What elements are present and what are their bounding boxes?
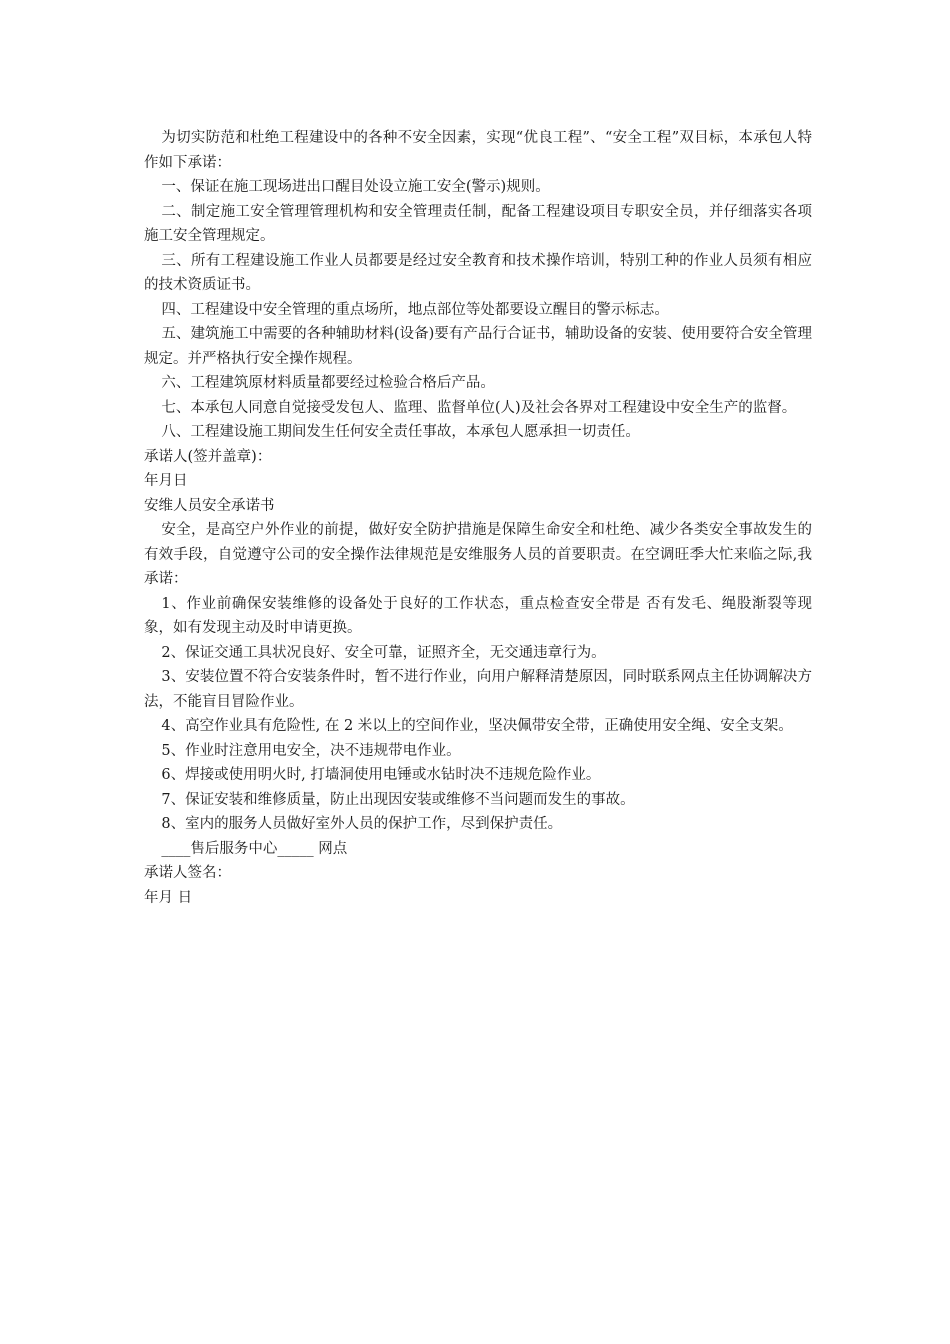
pledge-signature: 承诺人(签并盖章)： [144,448,272,465]
pledge-intro: 为切实防范和杜绝工程建设中的各种不安全因素，实现“优良工程”、“安全工程”双目标，本承包人特作如下承诺： [144,130,812,171]
pledge-item-2: 二、制定施工安全管理管理机构和安全管理责任制，配备工程建设项目专职安全员，并仔细落实各项施工安全管理规定。 [144,203,812,244]
maintenance-item-8: 8、室内的服务人员做好室外人员的保护工作，尽到保护责任。 [161,816,563,832]
maintenance-item-2: 2、保证交通工具状况良好、安全可靠，证照齐全，无交通违章行为。 [161,644,606,661]
pledge-item-1: 一、保证在施工现场进出口醒目处设立施工安全(警示)规则。 [161,179,550,195]
pledge-date: 年月日 [144,473,188,489]
maintenance-item-5: 5、作业时注意用电安全，决不违规带电作业。 [161,742,461,759]
maintenance-date: 年月 日 [144,889,193,906]
maintenance-item-1: 1、作业前确保安装维修的设备处于良好的工作状态，重点检查安全带是 否有发毛、绳股渐裂等现象，如有发现主动及时申请更换。 [144,595,812,636]
maintenance-item-7: 7、保证安装和维修质量，防止出现因安装或维修不当问题而发生的事故。 [161,791,635,808]
maintenance-intro: 安全，是高空户外作业的前提，做好安全防护措施是保障生命安全和杜绝、减少各类安全事故发生的有效手段，自觉遵守公司的安全操作法律规范是安维服务人员的首要职责。在空调旺季大忙来临之际,我承诺： [144,522,812,587]
pledge-item-8: 八、工程建设施工期间发生任何安全责任事故，本承包人愿承担一切责任。 [161,424,640,440]
maintenance-item-3: 3、安装位置不符合安装条件时，暂不进行作业，向用户解释清楚原因，同时联系网点主任协调解决方法，不能盲目冒险作业。 [144,669,812,710]
maintenance-item-6: 6、焊接或使用明火时, 打墙洞使用电锤或水钻时决不违规危险作业。 [161,767,601,783]
pledge-item-3: 三、所有工程建设施工作业人员都要是经过安全教育和技术操作培训，特别工种的作业人员须有相应的技术资质证书。 [144,252,812,293]
maintenance-item-4: 4、高空作业具有危险性, 在 2 米以上的空间作业，坚决佩带安全带，正确使用安全绳、安全支架。 [161,718,793,734]
pledge-item-6: 六、工程建筑原材料质量都要经过检验合格后产品。 [161,375,495,391]
service-center-line: ____售后服务中心_____ 网点 [161,840,348,857]
maintenance-title: 安维人员安全承诺书 [144,497,275,514]
maintenance-signature: 承诺人签名： [144,865,231,881]
pledge-item-4: 四、工程建设中安全管理的重点场所，地点部位等处都要设立醒目的警示标志。 [161,301,669,318]
document-body [144,126,812,910]
pledge-item-5: 五、建筑施工中需要的各种辅助材料(设备)要有产品行合证书，辅助设备的安装、使用要符合安全管理规定。并严格执行安全操作规程。 [144,326,812,367]
pledge-item-7: 七、本承包人同意自觉接受发包人、监理、监督单位(人)及社会各界对工程建设中安全生产的监督。 [161,399,797,416]
